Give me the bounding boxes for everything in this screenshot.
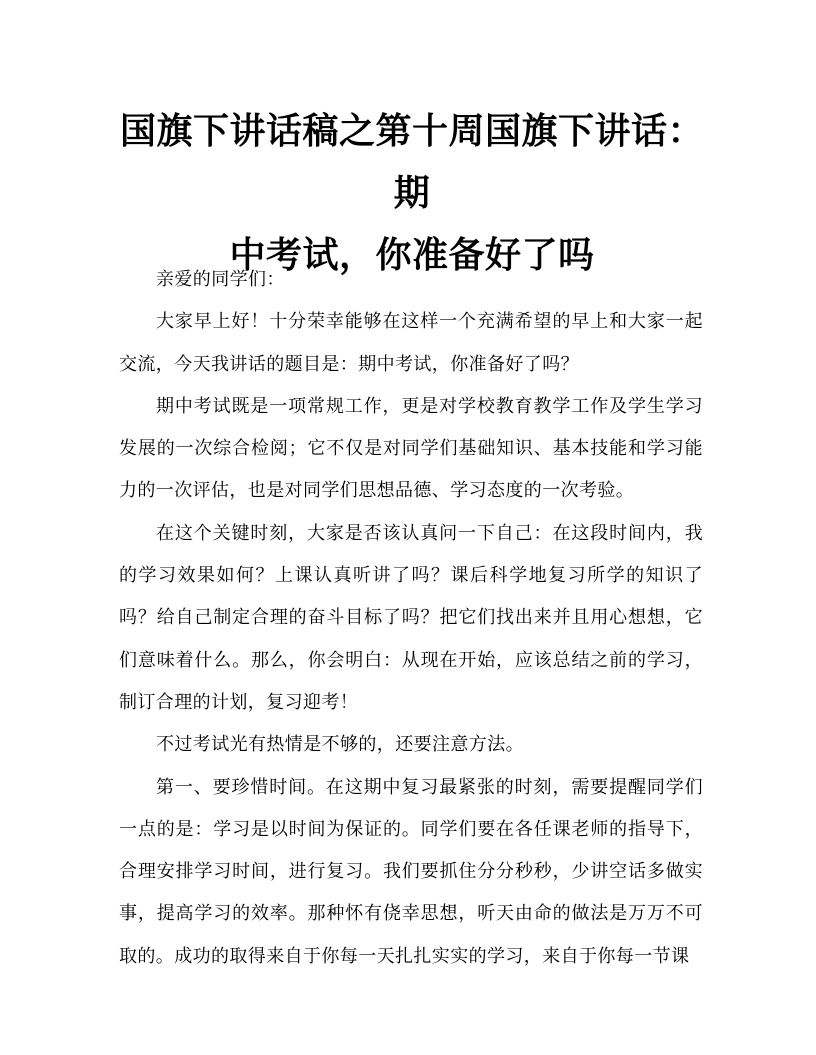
paragraph-method-intro: 不过考试光有热情是不够的，还要注意方法。 (156, 734, 524, 756)
paragraph-opening: 大家早上好！十分荣幸能够在这样一个充满希望的早上和大家一起交流，今天我讲话的题目是：期中考试，你准备好了吗？ (119, 311, 703, 375)
paragraph-self-reflection: 在这个关键时刻，大家是否该认真问一下自己：在这段时间内，我的学习效果如何？上课认真听讲了吗？课后科学地复习所学的知识了吗？给自己制定合理的奋斗目标了吗？把它们找出来并且用心想想，它们意味着什么。那么，你会明白：从现在开始，应该总结之前的学习，制订合理的计划，复习迎考！ (119, 522, 703, 713)
paragraph-first-point: 第一、要珍惜时间。在这期中复习最紧张的时刻，需要提醒同学们一点的是：学习是以时间为保证的。同学们要在各任课老师的指导下，合理安排学习时间，进行复习。我们要抓住分分秒秒，少讲空话多做实事，提高学习的效率。那种怀有侥幸思想，听天由命的做法是万万不可取的。成功的取得来自于你每一天扎扎实实的学习，来自于你每一节课 (119, 776, 703, 967)
paragraph-greeting: 亲爱的同学们： (156, 269, 285, 290)
document-body (119, 259, 703, 978)
document-title: 国旗下讲话稿之第十周国旗下讲话：期 中考试，你准备好了吗 (119, 110, 704, 276)
paragraph-exam-purpose: 期中考试既是一项常规工作，更是对学校教育教学工作及学生学习发展的一次综合检阅；它不仅是对同学们基础知识、基本技能和学习能力的一次评估，也是对同学们思想品德、学习态度的一次考验。 (119, 395, 703, 502)
